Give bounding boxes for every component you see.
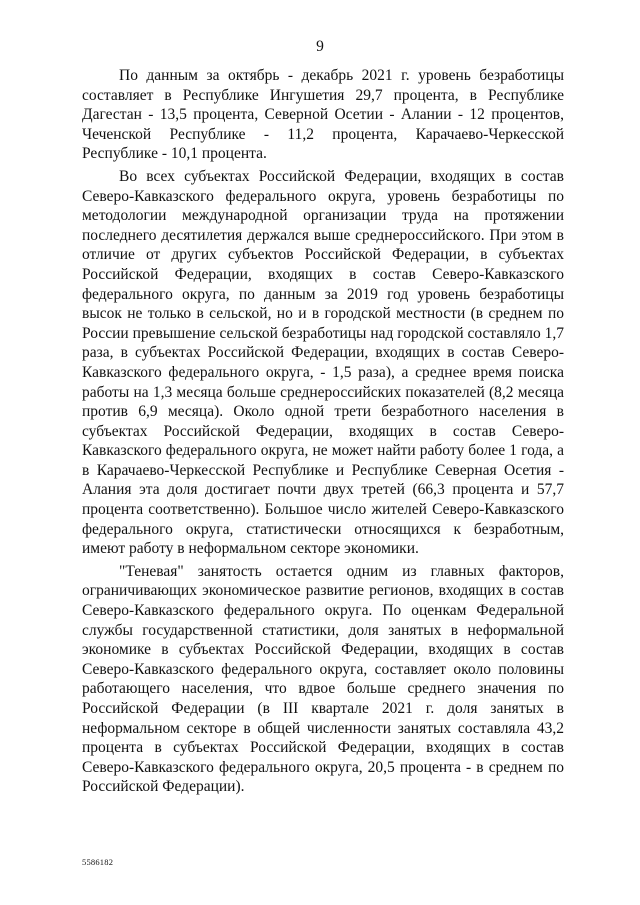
document-body <box>82 66 564 800</box>
document-id: 5586182 <box>82 857 114 867</box>
page-number: 9 <box>316 38 324 55</box>
paragraph-shadow-employment: "Теневая" занятость остается одним из главных факторов, ограничивающих экономическое развитие регионов, входящих в состав Северо-Кавказского федерального округа. По оценкам Федеральной службы государственной статистики, доля занятых в неформальной экономике в субъектах Российской Федерации, входящих в состав Северо-Кавказского федерального округа, составляет около половины работающего населения, что вдвое больше среднего значения по Российской Федерации (в III квартале 2021 г. доля занятых в неформальном секторе в общей численности занятых составляла 43,2 процента в субъектах Российской Федерации, входящих в состав Северо-Кавказского федерального округа, 20,5 процента - в среднем по Российской Федерации). <box>82 562 564 796</box>
paragraph-unemployment-levels: По данным за октябрь - декабрь 2021 г. уровень безработицы составляет в Республике Ингушетия 29,7 процента, в Республике Дагестан - 13,5 процента, Северной Осетии - Алании - 12 процентов, Чеченской Республике - 11,2 процента, Карачаево-Черкесской Республике - 10,1 процента. <box>82 67 564 163</box>
paragraph-unemployment-methodology: Во всех субъектах Российской Федерации, входящих в состав Северо-Кавказского федерального округа, уровень безработицы по методологии международной организации труда на протяжении последнего десятилетия держался выше среднероссийского. При этом в отличие от других субъектов Российской Федерации, в субъектах Российской Федерации, входящих в состав Северо-Кавказского федерального округа, по данным за 2019 год уровень безработицы высок не только в сельской, но и в городской местности (в среднем по России превышение сельской безработицы над городской составляло 1,7 раза, в субъектах Российской Федерации, входящих в состав Северо-Кавказского федерального округа, - 1,5 раза), а среднее время поиска работы на 1,3 месяца больше среднероссийских показателей (8,2 месяца против 6,9 месяца). Около одной трети безработного населения в субъектах Российской Федерации, входящих в состав Северо-Кавказского федерального округа, не может найти работу более 1 года, а в Карачаево-Черкесской Республике и Республике Северная Осетия - Алания эта доля достигает почти двух третей (66,3 процента и 57,7 процента соответственно). Большое число жителей Северо-Кавказского федерального округа, статистически относящихся к безработным, имеют работу в неформальном секторе экономики. <box>82 167 564 558</box>
